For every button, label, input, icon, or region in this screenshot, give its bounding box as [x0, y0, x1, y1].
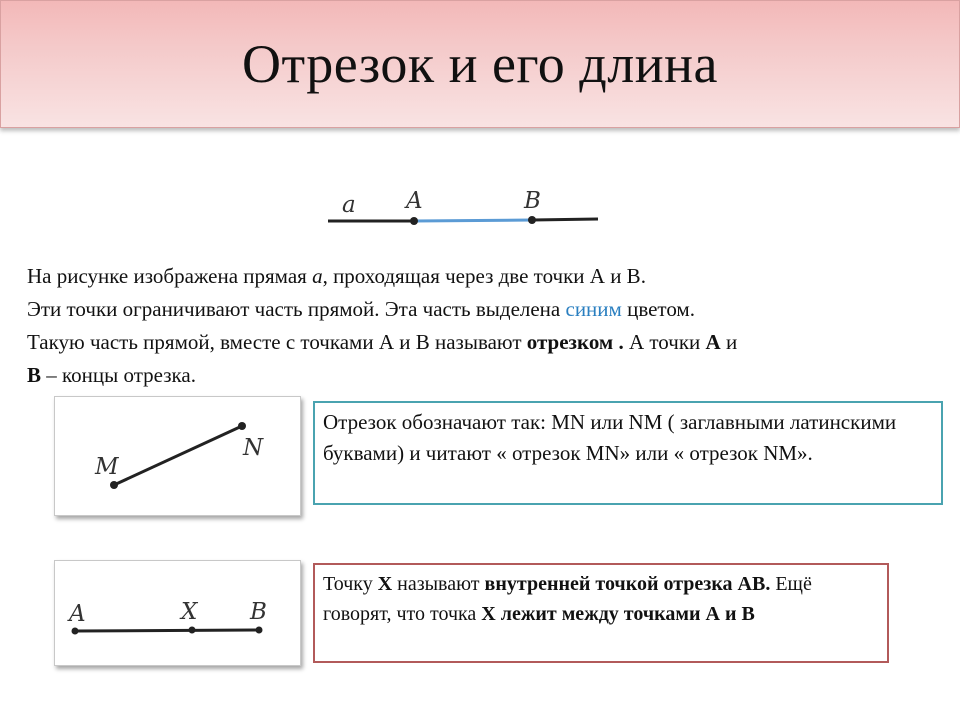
point-x	[189, 627, 196, 634]
text-bold: А	[705, 330, 721, 354]
text-bold: внутренней точкой отрезка АВ.	[484, 573, 771, 595]
text: , проходящая через две точки А и В.	[322, 264, 646, 288]
text: цветом.	[621, 297, 695, 321]
text: – концы отрезка.	[41, 363, 196, 387]
text-bold: отрезком .	[526, 330, 624, 354]
paragraph-line-1	[27, 260, 947, 293]
text-bold: В	[27, 363, 42, 387]
point-a	[72, 628, 79, 635]
point-a	[410, 217, 418, 225]
text: Точку	[323, 573, 378, 595]
point-b	[256, 627, 263, 634]
page-title: Отрезок и его длина	[242, 34, 718, 94]
paragraph-line-2	[27, 293, 947, 326]
segment-axb-drawing	[55, 561, 300, 665]
figure-axb-box	[54, 560, 301, 666]
line-right-part	[532, 219, 598, 220]
label-point-n: N	[243, 435, 264, 461]
label-line-a: a	[342, 192, 356, 218]
segment-mn	[114, 426, 242, 485]
text-blue: синим	[565, 297, 622, 321]
point-m	[110, 481, 118, 489]
paragraph-line-3	[27, 326, 947, 359]
text: называют	[392, 573, 485, 595]
figure-line-ab	[318, 178, 608, 248]
text: Ещё говорят, что точка	[323, 573, 812, 625]
figure-mn-box	[54, 396, 301, 516]
point-n	[238, 422, 246, 430]
title-bar	[0, 0, 960, 128]
text-var: a	[312, 264, 323, 288]
segment-mn-drawing	[55, 397, 300, 515]
point-b	[528, 216, 536, 224]
callout-notation-text: Отрезок обозначают так: MN или NM ( заглавными латинскими буквами) и читают « отрезок MN» или « отрезок NM».	[323, 410, 897, 465]
line-ab-drawing	[318, 178, 608, 248]
text: Эти точки ограничивают часть прямой. Эта часть выделена	[27, 297, 566, 321]
label-point-b: B	[250, 599, 267, 625]
text: На рисунке изображена прямая	[27, 264, 313, 288]
text-bold: Х лежит между точками А и В	[481, 603, 755, 625]
label-point-x: X	[181, 599, 198, 625]
callout-inner-point	[313, 563, 889, 663]
text: Такую часть прямой, вместе с точками А и В называют	[27, 330, 527, 354]
text-bold: Х	[377, 573, 393, 595]
label-point-a: A	[69, 601, 86, 627]
segment-ab	[75, 630, 259, 631]
description-paragraph	[27, 260, 947, 392]
label-point-b: B	[524, 188, 541, 214]
text: и	[720, 330, 738, 354]
text: А точки	[623, 330, 706, 354]
segment-ab-blue	[414, 220, 532, 221]
label-point-a: A	[406, 188, 423, 214]
label-point-m: M	[95, 454, 119, 480]
callout-notation	[313, 401, 943, 505]
paragraph-line-4	[27, 359, 947, 392]
